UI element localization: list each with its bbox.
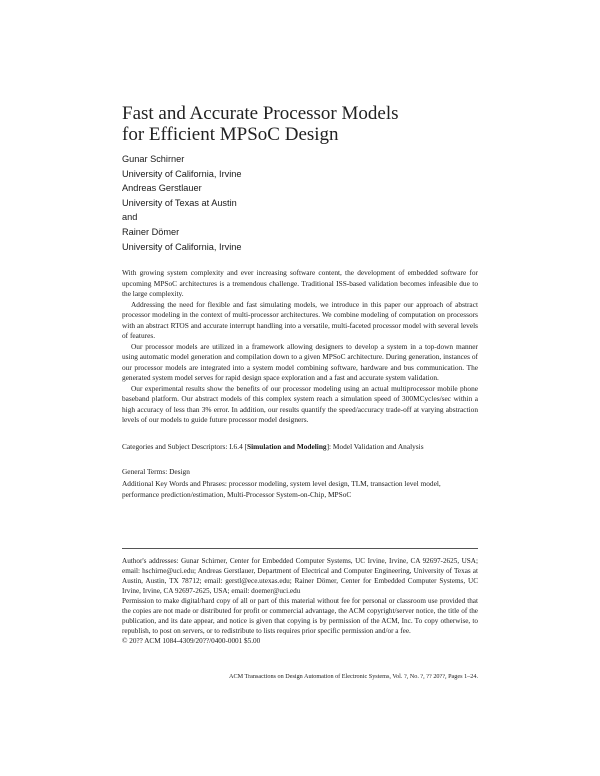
author-name: Andreas Gerstlauer bbox=[122, 183, 202, 194]
permission-notice: Permission to make digital/hard copy of all or part of this material without fee for personal or classroom use provided that the copies are not made or distributed for profit or commercial advantage, the ACM copyright/server notice, the title of the publication, and its date appear, and notice is given that copying is by permission of the ACM, Inc. To copy otherwise, to republish, to post on servers, or to redistribute to lists requires prior specific permission and/or a fee. bbox=[122, 597, 478, 635]
keywords: Additional Key Words and Phrases: processor modeling, system level design, TLM, transaction level model, performance prediction/estimation, Multi-Processor System-on-Chip, MPSoC bbox=[122, 479, 441, 499]
running-footer: ACM Transactions on Design Automation of Electronic Systems, Vol. ?, No. ?, ?? 20??, Pages 1–24. bbox=[229, 673, 478, 680]
abstract-paragraph: Our experimental results show the benefits of our processor modeling using an actual multiprocessor mobile phone baseband platform. Our abstract models of this complex system reach a simulation speed of 300MCycles/sec within a high accuracy of less than 3% error. In addition, our results quantify the speed/accuracy trade-off at varying abstraction levels of our models to guide future processor model designers. bbox=[122, 383, 478, 424]
copyright-line: © 20?? ACM 1084-4309/20??/0400-0001 $5.00 bbox=[122, 637, 261, 645]
author-block bbox=[122, 152, 241, 254]
categories-descriptors bbox=[122, 442, 478, 453]
abstract-paragraph: With growing system complexity and ever increasing software content, the development of embedded software for upcoming MPSoC architectures is a tremendous challenge. Traditional ISS-based validation becomes infeasible due to the large complexity. bbox=[122, 268, 478, 298]
author-affiliation: University of California, Irvine bbox=[122, 241, 242, 252]
categories-prefix: Categories and Subject Descriptors: I.6.4 [ bbox=[122, 442, 248, 451]
author-conjunction: and bbox=[122, 212, 138, 223]
categories-bold: Simulation and Modeling bbox=[247, 442, 327, 451]
footnote-rule bbox=[122, 548, 478, 549]
author-addresses: Author's addresses: Gunar Schirner, Center for Embedded Computer Systems, UC Irvine, Irvine, CA 92697-2625, USA; email: hschirne@uci.edu; Andreas Gerstlauer, Department of Electrical and Computer Engineering, University of Texas at Austin, Austin, TX 78712; email: gerstl@ece.utexas.edu; Rainer Dömer, Center for Embedded Computer Systems, UC Irvine, Irvine, CA 92697-2625, USA; email: doemer@uci.edu bbox=[122, 557, 478, 595]
abstract bbox=[122, 268, 478, 426]
title-line-2: for Efficient MPSoC Design bbox=[122, 124, 339, 145]
paper-title bbox=[122, 103, 482, 145]
author-affiliation: University of California, Irvine bbox=[122, 168, 242, 179]
general-terms: General Terms: Design bbox=[122, 467, 190, 476]
abstract-paragraph: Addressing the need for flexible and fast simulating models, we introduce in this paper our approach of abstract processor modeling in the context of multi-processor architectures. We combine modeling of computation on processors with an abstract RTOS and accurate interrupt handling into a versatile, multi-faceted processor model with several levels of features. bbox=[122, 299, 478, 340]
author-name: Rainer Dömer bbox=[122, 226, 180, 237]
abstract-paragraph: Our processor models are utilized in a framework allowing designers to develop a system in a top-down manner using automatic model generation and compilation down to a given MPSoC architecture. During generation, instances of our processor models are integrated into a system model combining software, hardware and bus communication. The generated system model serves for rapid design space exploration and a fast and accurate system validation. bbox=[122, 341, 478, 382]
footnote-block bbox=[122, 556, 478, 646]
author-name: Gunar Schirner bbox=[122, 154, 185, 164]
author-affiliation: University of Texas at Austin bbox=[122, 197, 237, 208]
title-line-1: Fast and Accurate Processor Models bbox=[122, 103, 399, 124]
categories-suffix: ]: Model Validation and Analysis bbox=[326, 442, 424, 451]
